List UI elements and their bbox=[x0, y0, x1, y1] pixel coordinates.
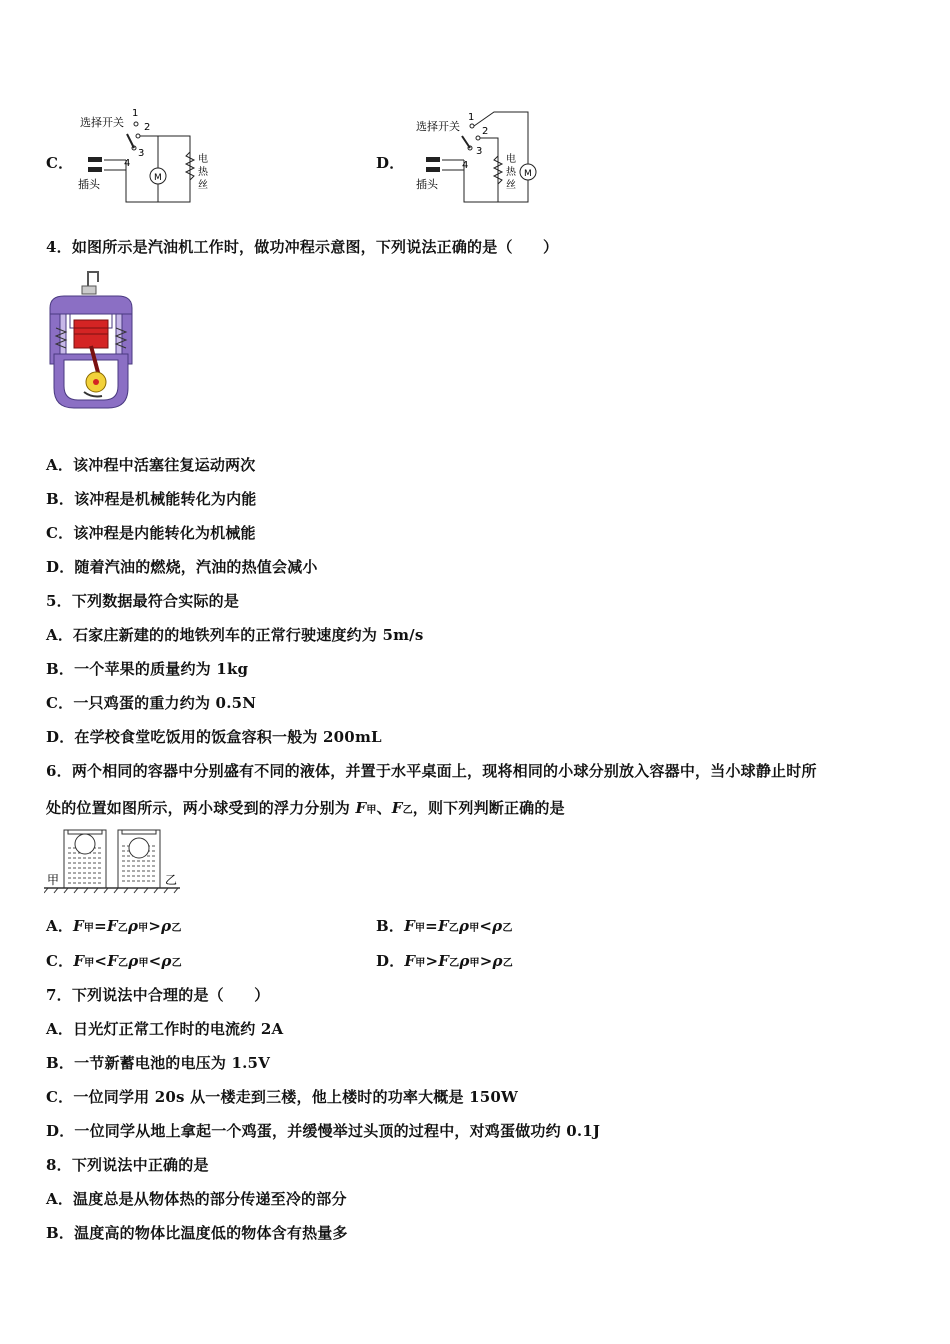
svg-text:2: 2 bbox=[144, 122, 151, 133]
q7-option-c: C．一位同学用 20s 从一楼走到三楼，他上楼时的功率大概是 150W bbox=[46, 1088, 519, 1106]
svg-text:乙: 乙 bbox=[165, 873, 178, 887]
q5-stem: 5．下列数据最符合实际的是 bbox=[46, 592, 240, 610]
q6-stem-line1: 6．两个相同的容器中分别盛有不同的液体，并置于水平桌面上，现将相同的小球分别放入容器中，当小球静止时所 bbox=[46, 762, 817, 780]
q6-option-c: C．F甲<F乙ρ甲<ρ乙 bbox=[46, 952, 182, 970]
svg-text:丝: 丝 bbox=[506, 180, 516, 191]
q3-option-d-label: D． bbox=[376, 154, 405, 172]
switch-label: 选择开关 bbox=[80, 116, 124, 129]
svg-text:甲: 甲 bbox=[47, 873, 60, 887]
q7-option-a: A．日光灯正常工作时的电流约 2A bbox=[46, 1020, 284, 1038]
svg-text:热: 热 bbox=[198, 167, 208, 178]
q7-option-d: D．一位同学从地上拿起一个鸡蛋，并缓慢举过头顶的过程中，对鸡蛋做功约 0.1J bbox=[46, 1122, 601, 1140]
q8-option-a: A．温度总是从物体热的部分传递至冷的部分 bbox=[46, 1190, 347, 1208]
q4-option-a: A．该冲程中活塞往复运动两次 bbox=[46, 456, 256, 474]
svg-text:3: 3 bbox=[138, 148, 145, 159]
svg-text:插头: 插头 bbox=[78, 178, 100, 191]
svg-text:2: 2 bbox=[482, 126, 489, 137]
svg-text:M: M bbox=[524, 169, 532, 179]
svg-text:丝: 丝 bbox=[198, 180, 208, 191]
svg-text:热: 热 bbox=[506, 167, 516, 178]
svg-text:电: 电 bbox=[198, 154, 208, 165]
svg-text:M: M bbox=[154, 173, 162, 183]
q6-stem-line2: 处的位置如图所示，两小球受到的浮力分别为 F甲、F乙，则下列判断正确的是 bbox=[46, 799, 565, 817]
q5-option-b: B．一个苹果的质量约为 1kg bbox=[46, 660, 249, 678]
two-containers-figure bbox=[44, 826, 184, 894]
svg-text:1: 1 bbox=[468, 112, 475, 123]
q4-stem: 4．如图所示是汽油机工作时，做功冲程示意图，下列说法正确的是（ ） bbox=[46, 238, 559, 256]
svg-text:4: 4 bbox=[124, 158, 131, 169]
q5-option-a: A．石家庄新建的的地铁列车的正常行驶速度约为 5m/s bbox=[46, 626, 424, 644]
q6-option-a: A．F甲=F乙ρ甲>ρ乙 bbox=[46, 917, 182, 935]
q3-option-c-label: C． bbox=[46, 154, 74, 172]
q3-option-d-circuit-diagram bbox=[412, 104, 562, 204]
q4-option-b: B．该冲程是机械能转化为内能 bbox=[46, 490, 257, 508]
svg-text:插头: 插头 bbox=[416, 178, 438, 191]
q6-option-d: D．F甲>F乙ρ甲>ρ乙 bbox=[376, 952, 513, 970]
q4-option-c: C．该冲程是内能转化为机械能 bbox=[46, 524, 256, 542]
engine-power-stroke-diagram bbox=[44, 268, 138, 414]
svg-text:电: 电 bbox=[506, 154, 516, 165]
q5-option-d: D．在学校食堂吃饭用的饭盒容积一般为 200mL bbox=[46, 728, 382, 746]
q5-option-c: C．一只鸡蛋的重力约为 0.5N bbox=[46, 694, 257, 712]
svg-text:选择开关: 选择开关 bbox=[416, 120, 460, 133]
q6-option-b: B．F甲=F乙ρ甲<ρ乙 bbox=[376, 917, 513, 935]
q4-option-d: D．随着汽油的燃烧，汽油的热值会减小 bbox=[46, 558, 318, 576]
q3-option-c-circuit-diagram bbox=[74, 104, 224, 204]
q7-stem: 7．下列说法中合理的是（ ） bbox=[46, 986, 270, 1004]
svg-text:4: 4 bbox=[462, 160, 469, 171]
svg-text:1: 1 bbox=[132, 108, 139, 119]
q8-option-b: B．温度高的物体比温度低的物体含有热量多 bbox=[46, 1224, 348, 1242]
q7-option-b: B．一节新蓄电池的电压为 1.5V bbox=[46, 1054, 271, 1072]
q8-stem: 8．下列说法中正确的是 bbox=[46, 1156, 209, 1174]
svg-text:3: 3 bbox=[476, 146, 483, 157]
